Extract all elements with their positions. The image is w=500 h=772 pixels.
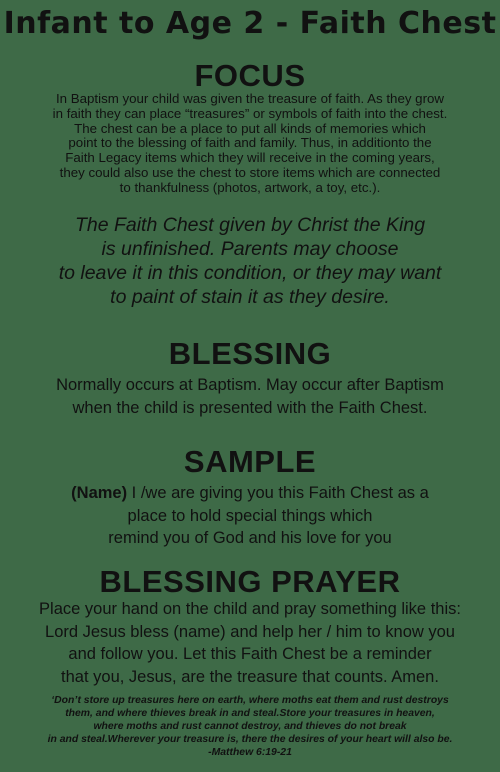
prayer-line: Place your hand on the child and pray something like this: <box>39 600 461 618</box>
quote-citation: -Matthew 6:19-21 <box>208 747 292 758</box>
focus-line: point to the blessing of faith and family. Thus, in additionto the <box>68 135 432 151</box>
focus-paragraph <box>12 92 488 196</box>
blessing-paragraph <box>8 374 492 419</box>
note-line: The Faith Chest given by Christ the King <box>74 214 426 236</box>
page-title: Infant to Age 2 - Faith Chest <box>3 6 497 41</box>
focus-line: in faith they can place “treasures” or symbols of faith into the chest. <box>52 105 448 121</box>
sample-heading: SAMPLE <box>183 444 317 479</box>
note-line: to paint of stain it as they desire. <box>110 286 390 308</box>
quote-line: them, and where thieves break in and steal.Store your treasures in heaven, <box>65 708 435 719</box>
scripture-quote <box>6 694 494 759</box>
focus-line: Faith Legacy items which they will receive in the coming years, <box>65 150 435 166</box>
blessing-prayer-heading: BLESSING PRAYER <box>99 564 401 599</box>
blessing-line: when the child is presented with the Faith Chest. <box>72 398 428 417</box>
prayer-line: that you, Jesus, are the treasure that counts. Amen. <box>61 667 439 686</box>
quote-line: ‘Don’t store up treasures here on earth, where moths eat them and rust destroys <box>51 695 449 706</box>
focus-line: In Baptism your child was given the treasure of faith. As they grow <box>55 91 445 106</box>
sample-line: remind you of God and his love for you <box>108 529 392 547</box>
prayer-line: and follow you. Let this Faith Chest be a reminder <box>68 645 432 663</box>
sample-line-text: I /we are giving you this Faith Chest as a <box>127 484 429 502</box>
sample-paragraph <box>8 482 492 550</box>
sample-line <box>8 482 492 505</box>
focus-line: The chest can be a place to put all kinds of memories which <box>74 120 426 136</box>
prayer-line: Lord Jesus bless (name) and help her / him to know you <box>45 622 455 641</box>
blessing-heading: BLESSING <box>168 336 332 371</box>
quote-line: where moths and rust cannot destroy, and thieves do not break <box>93 721 407 732</box>
quote-line: in and steal.Wherever your treasure is, there the desires of your heart will also be. <box>47 734 453 745</box>
sample-line: place to hold special things which <box>127 506 373 525</box>
blessing-prayer-paragraph <box>8 598 492 688</box>
focus-line: they could also use the chest to store items which are connected <box>59 164 441 180</box>
blessing-line: Normally occurs at Baptism. May occur after Baptism <box>56 376 444 394</box>
note-line: to leave it in this condition, or they may want <box>58 262 442 284</box>
focus-heading: FOCUS <box>194 58 306 93</box>
unfinished-chest-note <box>10 213 490 309</box>
focus-line: to thankfulness (photos, artwork, a toy, etc.). <box>119 179 381 195</box>
name-placeholder: (Name) <box>71 484 128 502</box>
note-line: is unfinished. Parents may choose <box>101 238 399 260</box>
